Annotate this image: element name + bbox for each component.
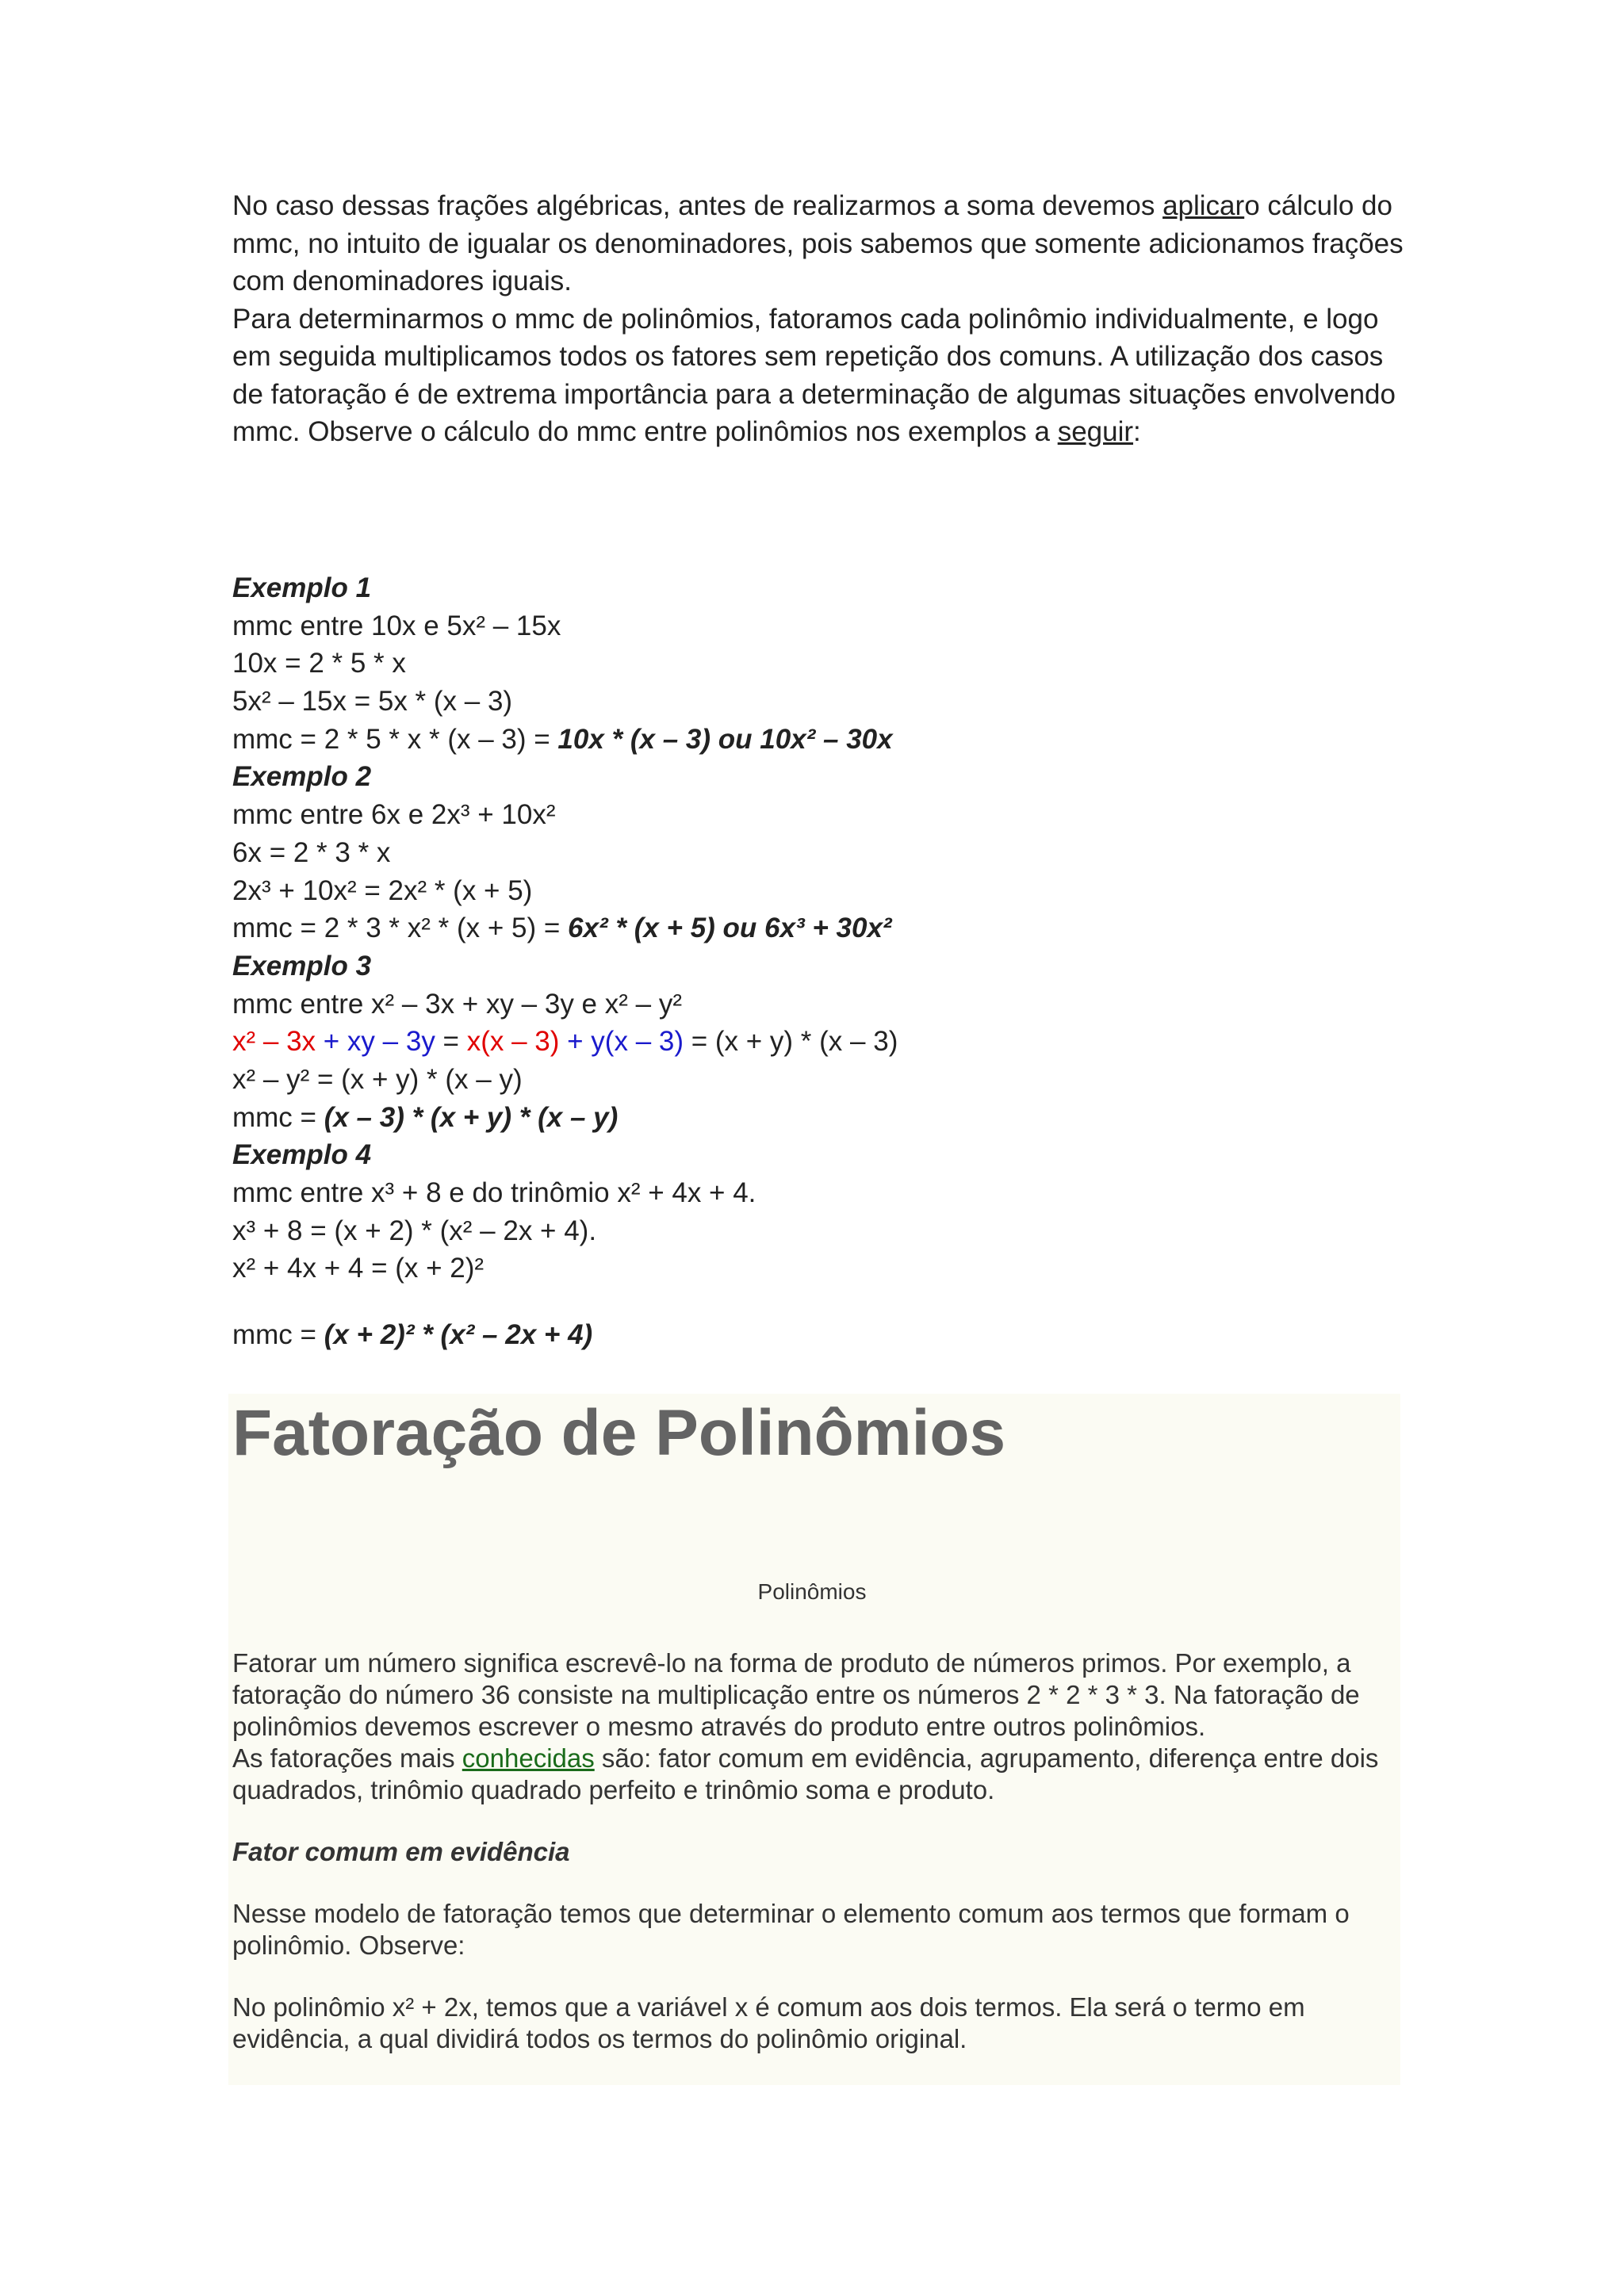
example-4-line-3: x² + 4x + 4 = (x + 2)² — [232, 1253, 485, 1284]
example-4-result-value: (x + 2)² * (x² – 2x + 4) — [324, 1319, 593, 1351]
examples-block — [232, 569, 1406, 1354]
spacer — [232, 1288, 1406, 1316]
spacer — [232, 1961, 1398, 1992]
example-4-line-1: mmc entre x³ + 8 e do trinômio x² + 4x + 4. — [232, 1177, 756, 1208]
example-3-line-1: mmc entre x² – 3x + xy – 3y e x² – y² — [232, 988, 682, 1020]
aplicar-link[interactable]: aplicar — [1162, 190, 1245, 221]
example-1-line-1: mmc entre 10x e 5x² – 15x — [232, 610, 561, 641]
spacer — [232, 1868, 1398, 1898]
example-3-red-term-1: x² – 3x — [232, 1026, 316, 1058]
example-3-colored-line — [232, 1023, 1406, 1061]
example-2-heading: Exemplo 2 — [232, 761, 372, 793]
example-2-result — [232, 909, 1406, 947]
example-3-line-rest: = (x + y) * (x – 3) — [684, 1026, 898, 1058]
intro-p2-text: Para determinarmos o mmc de polinômios, fatoramos cada polinômio individualmente, e logo em seguida multiplicamos todos os fatores sem repetição dos comuns. A utilização dos casos de fatoração é de extrema importância para a determinação de algumas situações envolvendo mmc. Observe o cálculo do mmc entre polinômios nos exemplos a — [232, 303, 1396, 447]
section-title: Fatoração de Polinômios — [232, 1397, 1006, 1469]
intro-p1-text: No caso dessas frações algébricas, antes de realizarmos a soma devemos — [232, 190, 1163, 221]
image-caption: Polinômios — [757, 1579, 867, 1604]
example-2-line-3: 2x³ + 10x² = 2x² * (x + 5) — [232, 874, 533, 906]
example-4-result — [232, 1316, 1406, 1354]
section-paragraph-2 — [232, 1743, 1398, 1806]
example-3-blue-term-1: + xy – 3y — [316, 1026, 435, 1058]
example-3-line-3: x² – y² = (x + y) * (x – y) — [232, 1063, 523, 1095]
section-body — [232, 1647, 1398, 2055]
example-2-line-2: 6x = 2 * 3 * x — [232, 836, 391, 868]
spacer — [232, 1806, 1398, 1836]
example-3-red-term-2: x(x – 3) — [466, 1026, 560, 1058]
example-2-result-expr: mmc = 2 * 3 * x² * (x + 5) = — [232, 913, 569, 944]
example-3-blue-term-2: + y(x – 3) — [559, 1026, 684, 1058]
example-1-heading: Exemplo 1 — [232, 572, 372, 603]
example-3-result — [232, 1099, 1406, 1137]
intro-p2-text-end: : — [1133, 416, 1141, 447]
intro-text — [232, 187, 1406, 451]
intro-paragraph-1 — [232, 187, 1406, 300]
example-4-line-2: x³ + 8 = (x + 2) * (x² – 2x + 4). — [232, 1215, 597, 1246]
section-paragraph-3: Nesse modelo de fatoração temos que determinar o elemento comum aos termos que formam o polinômio. Observe: — [232, 1899, 1350, 1960]
section-p2-text: As fatorações mais — [232, 1743, 462, 1773]
example-3-heading: Exemplo 3 — [232, 950, 372, 982]
example-2-line-1: mmc entre 6x e 2x³ + 10x² — [232, 799, 556, 831]
section-subheading: Fator comum em evidência — [232, 1837, 570, 1866]
example-1-result-value: 10x * (x – 3) ou 10x² – 30x — [557, 723, 893, 755]
example-3-result-expr: mmc = — [232, 1101, 324, 1133]
example-1-line-3: 5x² – 15x = 5x * (x – 3) — [232, 686, 513, 718]
example-1-line-2: 10x = 2 * 5 * x — [232, 648, 406, 679]
section-p2-text-end: são: fator comum em evidência, agrupamento, diferença entre dois quadrados, trinômio quadrado perfeito e trinômio soma e produto. — [232, 1743, 1379, 1804]
example-4-heading: Exemplo 4 — [232, 1139, 372, 1171]
example-3-result-value: (x – 3) * (x + y) * (x – y) — [324, 1101, 619, 1133]
conhecidas-link[interactable]: conhecidas — [462, 1743, 595, 1773]
example-3-equals: = — [435, 1026, 467, 1058]
example-2-result-value: 6x² * (x + 5) ou 6x³ + 30x² — [568, 913, 892, 944]
example-1-result-expr: mmc = 2 * 5 * x * (x – 3) = — [232, 723, 558, 755]
intro-paragraph-2 — [232, 300, 1406, 451]
intro-p1-text-end: o cálculo do mmc, no intuito de igualar os denominadores, pois sabemos que somente adicionamos frações com denominadores iguais. — [232, 190, 1404, 297]
example-4-result-expr: mmc = — [232, 1319, 324, 1351]
section-paragraph-4: No polinômio x² + 2x, temos que a variável x é comum aos dois termos. Ela será o termo em evidência, a qual dividirá todos os termos do polinômio original. — [232, 1992, 1305, 2053]
example-1-result — [232, 721, 1406, 759]
section-paragraph-1: Fatorar um número significa escrevê-lo na forma de produto de números primos. Por exemplo, a fatoração do número 36 consiste na multiplicação entre os números 2 * 2 * 3 * 3. Na fatoração de polinômios devemos escrever o mesmo através do produto entre outros polinômios. — [232, 1648, 1360, 1741]
seguir-link[interactable]: seguir — [1057, 416, 1134, 447]
